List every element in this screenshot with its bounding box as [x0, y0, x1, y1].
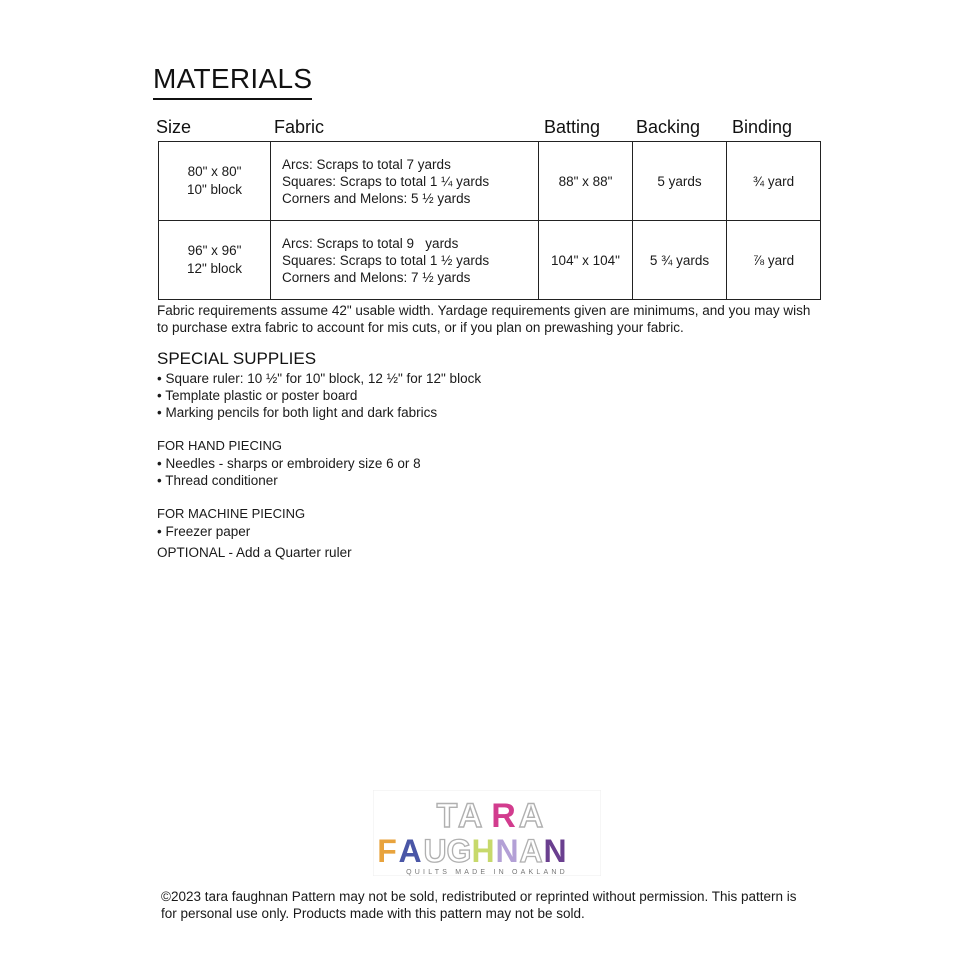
- header-fabric: Fabric: [274, 117, 325, 137]
- hand-piecing-list: [157, 455, 421, 489]
- list-item: • Square ruler: 10 ½" for 10" block, 12 ½" for 12" block: [157, 370, 481, 387]
- size-block: 10" block: [186, 182, 243, 197]
- svg-text:H: H: [471, 833, 495, 869]
- fabric-arcs: Arcs: Scraps to total 9 yards: [282, 235, 459, 251]
- batting-cell: 88" x 88": [539, 142, 633, 221]
- special-supplies-list: [157, 370, 481, 421]
- page-title: MATERIALS: [153, 62, 312, 100]
- size-block: 12" block: [186, 261, 243, 276]
- list-item: • Freezer paper: [157, 523, 250, 540]
- copyright-line2: for personal use only. Products made with this pattern may not be sold.: [161, 906, 585, 921]
- fabric-squares: Squares: Scraps to total 1 ½ yards: [282, 252, 490, 268]
- copyright-line1: ©2023 tara faughnan Pattern may not be sold, redistributed or reprinted without permission. This pattern is: [161, 889, 797, 904]
- list-item: • Thread conditioner: [157, 472, 421, 489]
- svg-text:QUILTS MADE IN OAKLAND: QUILTS MADE IN OAKLAND: [406, 869, 568, 876]
- svg-text:A: A: [398, 833, 422, 869]
- binding-cell: ⅞ yard: [727, 221, 821, 300]
- svg-text:F: F: [377, 833, 397, 869]
- fabric-note-line2: to purchase extra fabric to account for mis cuts, or if you plan on prewashing your fabric.: [157, 320, 684, 335]
- tara-faughnan-logo: [373, 790, 601, 876]
- special-supplies-heading: SPECIAL SUPPLIES: [157, 349, 317, 368]
- size-cell: [159, 221, 271, 300]
- svg-text:N: N: [543, 833, 567, 869]
- svg-text:TA: TA: [436, 797, 486, 835]
- list-item: • Template plastic or poster board: [157, 387, 481, 404]
- size-dimensions: 80" x 80": [187, 164, 242, 179]
- list-item: • Marking pencils for both light and dark fabrics: [157, 404, 481, 421]
- machine-piecing-list: [157, 523, 250, 540]
- header-binding: Binding: [732, 117, 793, 137]
- backing-cell: 5 yards: [633, 142, 727, 221]
- fabric-corners: Corners and Melons: 5 ½ yards: [282, 190, 471, 206]
- fabric-cell: [271, 221, 539, 300]
- header-backing: Backing: [636, 117, 701, 137]
- size-dimensions: 96" x 96": [187, 243, 242, 258]
- fabric-arcs: Arcs: Scraps to total 7 yards: [282, 156, 451, 172]
- header-batting: Batting: [544, 117, 601, 137]
- svg-text:U: U: [423, 833, 447, 869]
- batting-cell: 104" x 104": [539, 221, 633, 300]
- optional-note: OPTIONAL - Add a Quarter ruler: [157, 545, 352, 560]
- list-item: • Needles - sharps or embroidery size 6 or 8: [157, 455, 421, 472]
- fabric-squares: Squares: Scraps to total 1 ¼ yards: [282, 173, 490, 189]
- table-row: [159, 221, 821, 300]
- backing-cell: 5 ¾ yards: [633, 221, 727, 300]
- svg-text:G: G: [446, 833, 472, 869]
- hand-piecing-heading: FOR HAND PIECING: [157, 438, 282, 453]
- size-cell: [159, 142, 271, 221]
- header-size: Size: [156, 117, 192, 137]
- fabric-note-line1: Fabric requirements assume 42" usable width. Yardage requirements given are minimums, and you may wish: [157, 303, 811, 318]
- svg-text:R: R: [491, 797, 519, 835]
- binding-cell: ¾ yard: [727, 142, 821, 221]
- fabric-cell: [271, 142, 539, 221]
- svg-text:A: A: [518, 797, 544, 835]
- svg-text:A: A: [519, 833, 543, 869]
- materials-table: [158, 141, 821, 300]
- fabric-corners: Corners and Melons: 7 ½ yards: [282, 269, 471, 285]
- svg-text:N: N: [495, 833, 519, 869]
- machine-piecing-heading: FOR MACHINE PIECING: [157, 506, 306, 521]
- table-row: [159, 142, 821, 221]
- copyright-notice: [161, 888, 841, 922]
